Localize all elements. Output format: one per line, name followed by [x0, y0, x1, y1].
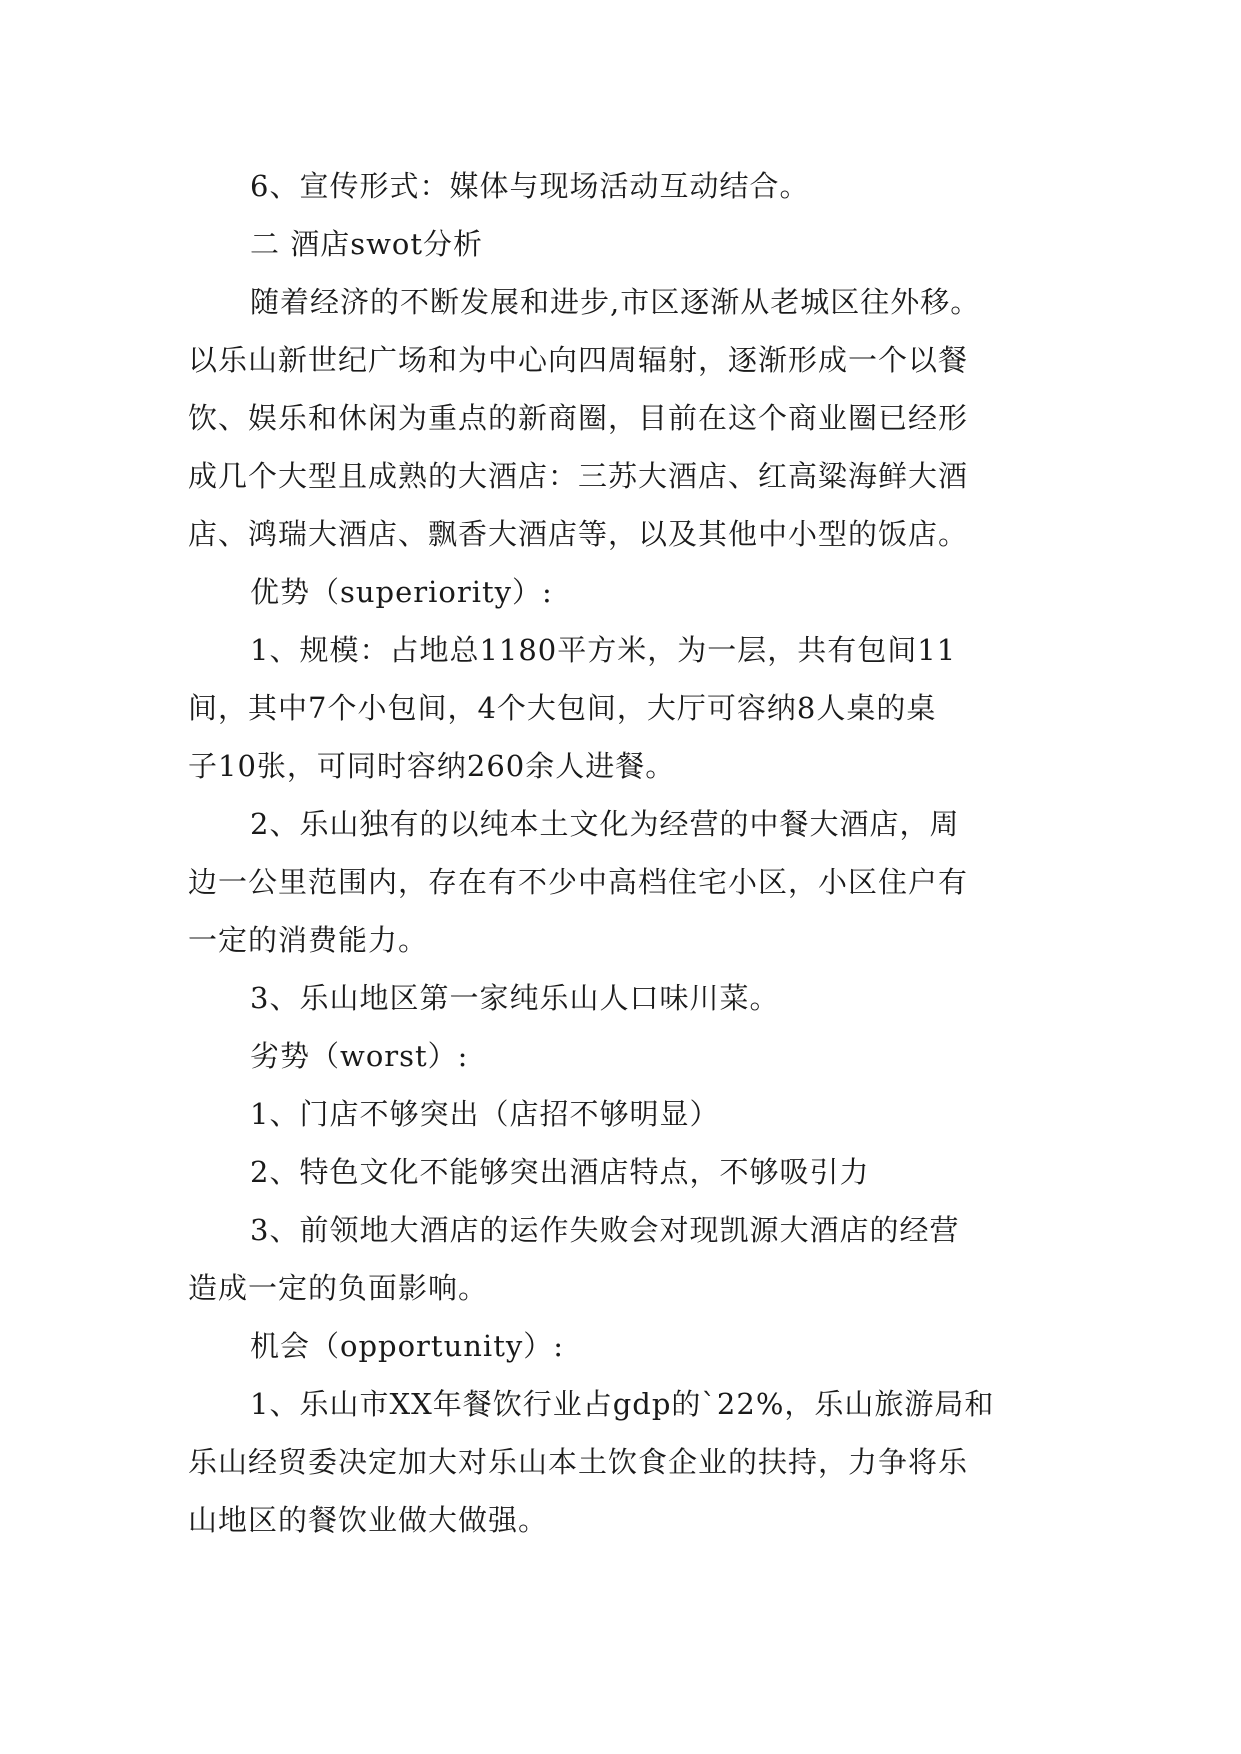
paragraph-superiority-1 — [188, 621, 1088, 795]
text-line: 3、乐山地区第一家纯乐山人口味川菜。 — [250, 981, 780, 1015]
text-line: 以乐山新世纪广场和为中心向四周辐射，逐渐形成一个以餐 — [188, 343, 969, 377]
text-line: 随着经济的不断发展和进步,市区逐渐从老城区往外移。 — [250, 285, 981, 319]
text-line: 6、宣传形式：媒体与现场活动互动结合。 — [250, 169, 810, 203]
paragraph-worst-heading — [188, 1027, 1088, 1085]
text-line: 优势（superiority）: — [250, 575, 553, 609]
text-line: 成几个大型且成熟的大酒店：三苏大酒店、红高粱海鲜大酒 — [188, 459, 969, 493]
paragraph-opportunity-heading — [188, 1317, 1088, 1375]
text-line: 1、门店不够突出（店招不够明显） — [250, 1097, 720, 1131]
text-line: 2、乐山独有的以纯本土文化为经营的中餐大酒店，周 — [250, 807, 960, 841]
text-line: 劣势（worst）: — [250, 1039, 469, 1073]
text-line: 一定的消费能力。 — [188, 923, 429, 957]
text-line: 间，其中7个小包间，4个大包间，大厅可容纳8人桌的桌 — [188, 691, 937, 725]
document-body — [188, 157, 1088, 1549]
text-line: 乐山经贸委决定加大对乐山本土饮食企业的扶持，力争将乐 — [188, 1445, 969, 1479]
paragraph-promo-form — [188, 157, 1088, 215]
paragraph-swot-heading — [188, 215, 1088, 273]
text-line: 造成一定的负面影响。 — [188, 1271, 489, 1305]
paragraph-intro — [188, 273, 1088, 563]
text-line: 机会（opportunity）: — [250, 1329, 565, 1363]
paragraph-opportunity-1 — [188, 1375, 1088, 1549]
paragraph-worst-1 — [188, 1085, 1088, 1143]
text-line: 2、特色文化不能够突出酒店特点，不够吸引力 — [250, 1155, 870, 1189]
text-line: 1、规模：占地总1180平方米，为一层，共有包间11 — [250, 633, 957, 667]
text-line: 边一公里范围内，存在有不少中高档住宅小区，小区住户有 — [188, 865, 969, 899]
text-line: 二 酒店swot分析 — [250, 227, 484, 261]
paragraph-superiority-2 — [188, 795, 1088, 969]
text-line: 店、鸿瑞大酒店、飘香大酒店等，以及其他中小型的饭店。 — [188, 517, 969, 551]
text-line: 3、前领地大酒店的运作失败会对现凯源大酒店的经营 — [250, 1213, 960, 1247]
text-line: 山地区的餐饮业做大做强。 — [188, 1503, 549, 1537]
paragraph-superiority-heading — [188, 563, 1088, 621]
text-line: 子10张，可同时容纳260余人进餐。 — [188, 749, 676, 783]
text-line: 饮、娱乐和休闲为重点的新商圈，目前在这个商业圈已经形 — [188, 401, 969, 435]
paragraph-superiority-3 — [188, 969, 1088, 1027]
paragraph-worst-2 — [188, 1143, 1088, 1201]
text-line: 1、乐山市XX年餐饮行业占gdp的`22%，乐山旅游局和 — [250, 1387, 995, 1421]
paragraph-worst-3 — [188, 1201, 1088, 1317]
